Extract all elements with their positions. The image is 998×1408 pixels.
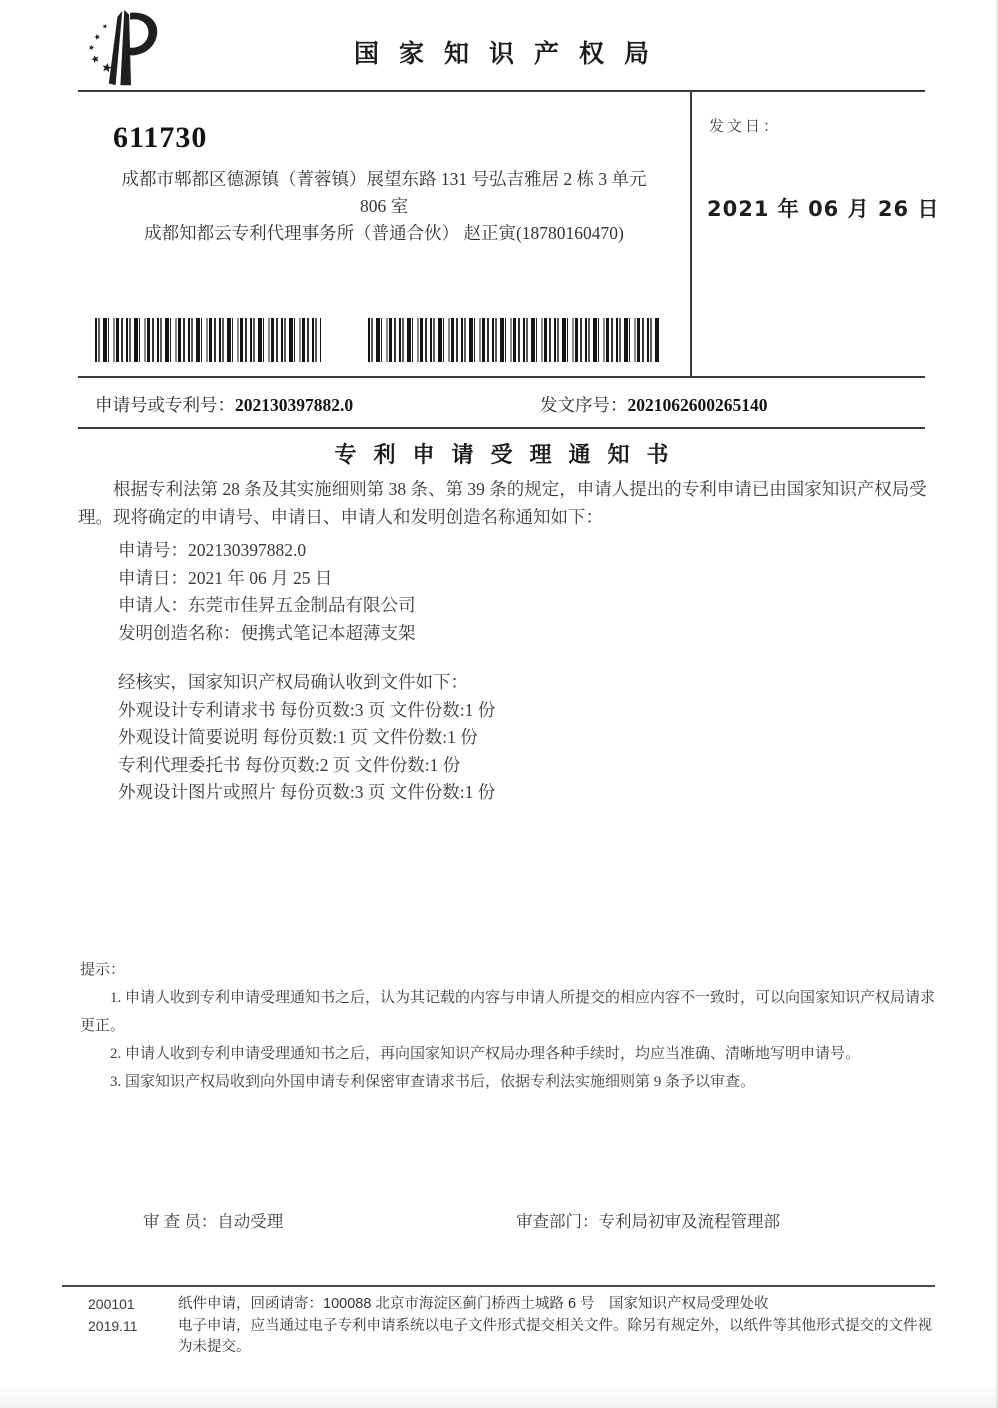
department-value: 专利局初审及流程管理部 <box>598 1212 780 1231</box>
received-item: 专利代理委托书 每份页数:2 页 文件份数:1 份 <box>118 754 461 775</box>
footer-code: 200101 <box>88 1296 135 1312</box>
received-item: 外观设计专利请求书 每份页数:3 页 文件份数:1 份 <box>118 699 496 720</box>
received-item: 外观设计简要说明 每份页数:1 页 文件份数:1 份 <box>118 727 478 747</box>
barcode <box>95 318 321 362</box>
department-field <box>516 1208 780 1232</box>
application-number-field <box>95 388 353 422</box>
footer-electronic-note: 电子申请，应当通过电子专利申请系统以电子文件形式提交相关文件。除另有规定外，以纸件等其他形式提交的文件视为未提交。 <box>178 1317 932 1355</box>
recipient-address-line1: 成都市郫都区德源镇（菁蓉镇）展望东路 131 号弘吉雅居 2 栋 3 单元 <box>121 169 647 189</box>
footer-form-codes <box>88 1294 168 1337</box>
footer-code: 2019.11 <box>88 1317 138 1334</box>
barcode <box>368 318 660 362</box>
numbers-row <box>78 388 925 422</box>
received-documents <box>78 669 934 807</box>
received-item: 外观设计图片或照片 每份页数:3 页 文件份数:1 份 <box>118 782 496 802</box>
notice-intro-paragraph: 根据专利法第 28 条及其实施细则第 38 条、第 39 条的规定，申请人提出的专利申请已由国家知识产权局受理。现将确定的申请号、申请日、申请人和发明创造名称通知如下： <box>78 479 927 527</box>
tips-label: 提示： <box>80 962 126 978</box>
application-details <box>78 537 934 647</box>
divider <box>78 376 925 378</box>
star-icon <box>102 23 108 29</box>
tips-item: 1. 申请人收到专利申请受理通知书之后，认为其记载的内容与申请人所提交的相应内容不一致时，可以向国家知识产权局请求更正。 <box>80 990 936 1034</box>
notice-title: 专利申请受理通知书 <box>334 442 686 467</box>
tips-item: 2. 申请人收到专利申请受理通知书之后，再向国家知识产权局办理各种手续时，均应当准确、清晰地写明申请号。 <box>110 1046 861 1062</box>
serial-number-value: 2021062600265140 <box>627 395 768 415</box>
department-label: 审查部门： <box>516 1212 599 1231</box>
application-number-label: 申请号或专利号： <box>95 395 235 415</box>
footer-paper-note: 纸件申请，回函请寄：100088 北京市海淀区蓟门桥西土城路 6 号 国家知识产权局受理处收 <box>178 1296 769 1312</box>
detail-application-number: 申请号：202130397882.0 <box>118 540 307 560</box>
recipient-address-line2: 806 室 <box>359 196 409 216</box>
agency-title: 国家知识产权局 <box>353 41 669 68</box>
tips-item: 3. 国家知识产权局收到向外国申请专利保密审查请求书后，依据专利法实施细则第 9 条予以审查。 <box>110 1074 756 1090</box>
received-header: 经核实，国家知识产权局确认收到文件如下： <box>118 672 468 692</box>
tips-section <box>80 956 938 1096</box>
serial-number-label: 发文序号： <box>540 395 628 415</box>
serial-number-field <box>540 388 768 422</box>
divider <box>78 427 925 429</box>
issue-date-value: 2021 年 06 月 26 日 <box>707 197 940 221</box>
detail-applicant: 申请人：东莞市佳昇五金制品有限公司 <box>118 595 416 615</box>
issue-date-label: 发文日： <box>709 119 782 135</box>
recipient-block <box>78 118 690 247</box>
notice-body <box>78 476 934 807</box>
signature-row <box>78 1208 934 1238</box>
footer-divider <box>62 1285 935 1287</box>
examiner-value: 自动受理 <box>217 1212 284 1231</box>
application-number-value: 202130397882.0 <box>235 395 354 415</box>
recipient-agent-line: 成都知都云专利代理事务所（普通合伙） 赵正寅(18780160470) <box>144 223 624 243</box>
examiner-label: 审 查 员： <box>143 1212 218 1231</box>
issue-date-box <box>690 91 940 376</box>
detail-invention-title: 发明创造名称：便携式笔记本超薄支架 <box>118 622 416 643</box>
examiner-field <box>143 1208 283 1232</box>
recipient-code: 611730 <box>113 121 208 154</box>
footer-notes <box>178 1294 935 1359</box>
detail-application-date: 申请日：2021 年 06 月 25 日 <box>118 567 333 588</box>
